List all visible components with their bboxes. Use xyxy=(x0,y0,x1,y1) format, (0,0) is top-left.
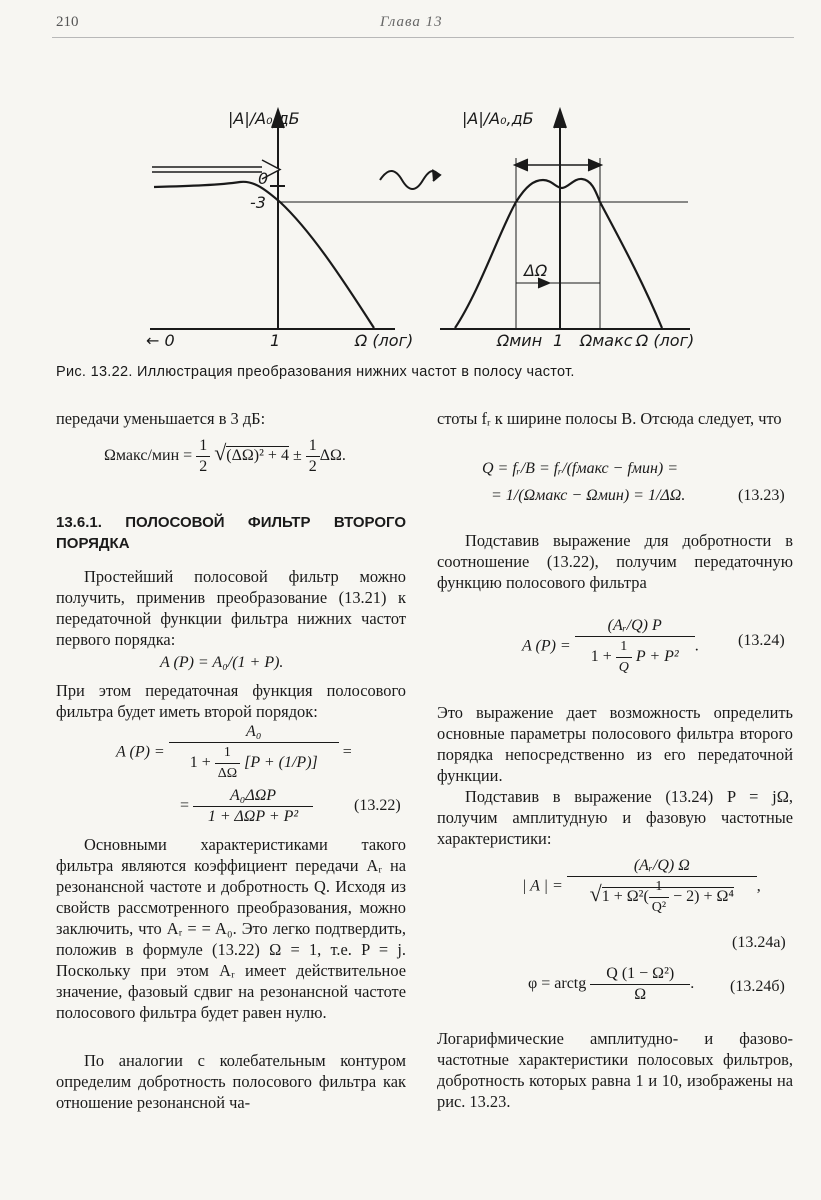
left-x-one: 1 xyxy=(270,331,281,350)
r-eq3-den-a: 1 + Ω² xyxy=(601,888,644,906)
right-x-max: Ωмакс xyxy=(580,331,633,350)
r-eq3-lhs: | A | = xyxy=(522,877,563,895)
equation-bandpass-1 xyxy=(116,722,352,784)
right-p4: Подставив в выражение (13.24) P = jΩ, получим амплитудную и фазовую частотные характеристики: xyxy=(437,787,793,848)
left-p2: Простейший полосовой фильтр можно получить, применив преобразование (13.21) к передаточной функции фильтра нижних частот первого порядка: xyxy=(56,567,406,649)
left-p4: Основными характеристиками такого фильтра являются коэффициент передачи Aᵣ на резонансной частоте и добротность Q. Исходя из свойств рассмотренного преобразования, можно заключить, что Aᵣ = = A₀. Это легко подтвердить, положив в формуле (13.22) Ω = 1, т.е. P = j. Поскольку при этом Aᵣ имеет действительное значение, фазовый сдвиг на резонансной частоте полосового фильтра будет равен нулю. xyxy=(56,835,406,1022)
eq-number-13-24: (13.24) xyxy=(738,632,785,649)
r-eq3-inner-num: 1 xyxy=(649,877,669,898)
equation-lowpass: A (P) = A₀/(1 + P). xyxy=(160,654,284,671)
eq3-lhs: A (P) = xyxy=(116,743,165,761)
right-p5: Логарифмические амплитудно- и фазово-частотные характеристики полосовых фильтров, добротность которых равна 1 и 10, изображены на рис. 13.23. xyxy=(437,1029,793,1111)
eq1-root: (ΔΩ)² + 4 xyxy=(226,447,289,465)
equation-bandpass-2 xyxy=(180,786,313,827)
right-plot xyxy=(440,110,690,330)
eq3-den-a: 1 + xyxy=(189,754,211,772)
page-number: 210 xyxy=(56,14,79,30)
r-eq3-den-b: + Ω⁴ xyxy=(703,888,734,906)
r-eq3-inner-tail: − 2 xyxy=(673,888,695,906)
equation-amplitude: | A | = (Aᵣ/Q) Ω √1 + Ω²( $\frac{1}{\text{Q²}}$ − 2) + Ω⁴ , xyxy=(522,856,761,918)
delta-omega-label: ΔΩ xyxy=(524,261,548,280)
right-xlabel: Ω (лог) xyxy=(636,331,695,350)
eq3-tail: = xyxy=(342,743,352,761)
r-eq3-num: (Aᵣ/Q) Ω xyxy=(567,856,757,877)
r-eq4-lhs: φ = arctg xyxy=(528,975,587,993)
transform-squiggle xyxy=(380,170,440,189)
left-plot xyxy=(150,110,688,330)
r-eq2-den-frac-num: 1 xyxy=(616,637,632,658)
eq3-den-b: [P + (1/P)] xyxy=(244,754,318,772)
eq1-c: 1 xyxy=(306,436,320,457)
equation-phase xyxy=(528,964,694,1005)
right-y-arrow xyxy=(554,110,566,128)
figure-13-22 xyxy=(0,90,821,360)
left-tick-0: 0 xyxy=(258,169,269,188)
r-eq2-tail: . xyxy=(694,637,699,655)
eq1-lhs: Ωмакс/мин = xyxy=(104,447,193,465)
right-ylabel: |A|/A₀,дБ xyxy=(462,109,534,128)
left-tick-minus3: -3 xyxy=(250,193,266,212)
equation-bandpass-q xyxy=(522,616,699,678)
left-p1: передачи уменьшается в 3 дБ: xyxy=(56,409,266,428)
right-x-one: 1 xyxy=(553,331,564,350)
eq4-eq: = xyxy=(180,797,190,815)
r-eq2-num: (Aᵣ/Q) P xyxy=(575,616,695,637)
left-p3: При этом передаточная функция полосового фильтра будет иметь второй порядок: xyxy=(56,681,406,721)
eq-number-13-22: (13.22) xyxy=(354,797,401,814)
left-ylabel: |A|/A₀,дБ xyxy=(228,109,300,128)
left-xlabel: Ω (лог) xyxy=(355,331,414,350)
r-eq2-den-a: 1 + xyxy=(590,648,612,666)
running-header: Глава 13 xyxy=(380,14,443,30)
equation-omega-max-min: Ωмакс/мин = $\frac{1}{2}$ √(ΔΩ)² + 4 ± $\frac{1}{2}$ ΔΩ. xyxy=(104,437,346,475)
r-eq4-den: Ω xyxy=(634,986,647,1003)
left-p5: По аналогии с колебательным контуром определим добротность полосового фильтра как отношение резонансной ча- xyxy=(56,1051,406,1112)
eq3-den-frac-num: 1 xyxy=(215,743,240,764)
eq-number-13-24b: (13.24б) xyxy=(730,978,785,995)
eq-number-13-23: (13.23) xyxy=(738,487,785,504)
eq1-d: 2 xyxy=(308,458,317,475)
eq4-num: A₀ΔΩP xyxy=(193,786,313,807)
r-eq2-den-b: P + P² xyxy=(635,648,679,666)
right-p1: стоты fᵣ к ширине полосы B. Отсюда следует, что xyxy=(437,409,782,428)
eq1-b: 2 xyxy=(199,458,208,475)
eq1-a: 1 xyxy=(196,436,210,457)
eq3-num: A₀ xyxy=(169,722,339,743)
eq3-den-frac-den: ΔΩ xyxy=(217,766,238,781)
eq1-tail: ΔΩ. xyxy=(319,447,346,465)
right-p3: Это выражение дает возможность определить основные параметры полосового фильтра второго порядка непосредственно из его передаточной функции. xyxy=(437,703,793,785)
eq4-den: 1 + ΔΩP + P² xyxy=(207,808,299,825)
r-eq4-num: Q (1 − Ω²) xyxy=(590,964,690,985)
r-eq3-inner-den: Q² xyxy=(651,900,667,915)
r-eq3-tail: , xyxy=(756,877,761,895)
eq-number-13-24a: (13.24a) xyxy=(732,934,786,951)
r-eq2-den-frac-den: Q xyxy=(618,660,629,675)
left-x-origin: ← 0 xyxy=(146,331,175,350)
equation-q-line2: = 1/(Ωмакс − Ωмин) = 1/ΔΩ. xyxy=(491,487,686,504)
right-p2: Подставив выражение для добротности в соотношение (13.22), получим передаточную функцию полосового фильтра xyxy=(437,531,793,592)
figure-caption: Рис. 13.22. Иллюстрация преобразования нижних частот в полосу частот. xyxy=(56,364,575,380)
header-rule xyxy=(52,37,794,38)
equation-q-line1: Q = fᵣ/B = fᵣ/(fмакс − fмин) = xyxy=(482,460,679,477)
eq1-pm: ± xyxy=(292,447,302,465)
r-eq2-lhs: A (P) = xyxy=(522,637,571,655)
right-x-min: Ωмин xyxy=(497,331,543,350)
section-heading: 13.6.1. ПОЛОСОВОЙ ФИЛЬТР ВТОРОГО ПОРЯДКА xyxy=(56,514,406,552)
r-eq4-tail: . xyxy=(690,975,695,993)
bandpass-curve xyxy=(455,179,662,328)
